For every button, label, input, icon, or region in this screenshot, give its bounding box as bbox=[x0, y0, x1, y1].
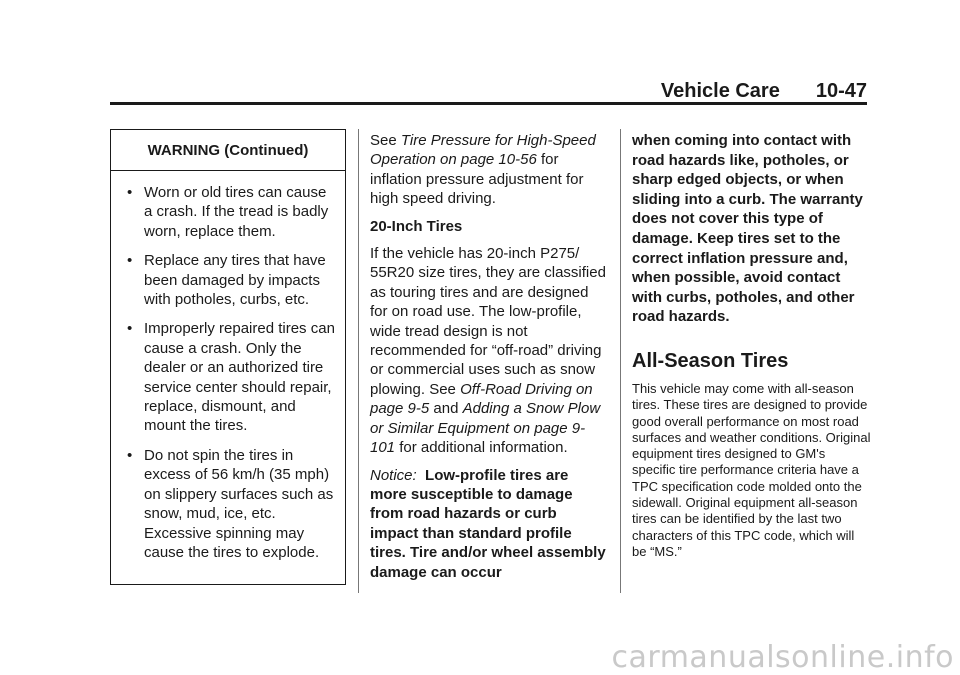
section-heading: All-Season Tires bbox=[632, 349, 789, 372]
warning-title: WARNING (Continued) bbox=[111, 130, 345, 171]
notice-paragraph bbox=[370, 466, 608, 582]
middle-column bbox=[370, 131, 608, 590]
warning-list bbox=[111, 171, 345, 562]
section-title: Vehicle Care bbox=[660, 80, 780, 102]
right-column bbox=[632, 131, 872, 560]
bullet-icon: • bbox=[127, 184, 133, 201]
header-rule bbox=[110, 102, 867, 105]
page-header bbox=[110, 80, 867, 103]
notice-label: Notice: bbox=[370, 466, 417, 484]
cross-reference-link[interactable]: Adding a Snow Plow or Similar Equipment on page 9-101 bbox=[370, 400, 601, 457]
cross-reference-link[interactable]: Off-Road Driving on page 9-5 bbox=[370, 380, 593, 418]
paragraph: If the vehicle has 20-inch P275/ 55R20 size tires, they are classified as touring tires and are designed for on road use. The low-profile, wide tread design is not recommended for “off-road” driving or commercial uses such as snow plowing. See Off-Road Driving on page 9-5 and Adding a Snow Plow or Similar Equipment on page 9-101 for additional information. bbox=[370, 245, 606, 457]
warning-item: • Improperly repaired tires can cause a crash. Only the dealer or an authorized tire service center should repair, replace, dismount, and mount the tires. bbox=[127, 320, 335, 435]
watermark: carmanualsonline.info bbox=[611, 640, 954, 675]
notice-text: Low-profile tires are more susceptible to damage from road hazards or curb impact than standard profile tires. Tire and/or wheel assembly damage can occur bbox=[370, 466, 606, 581]
paragraph: See Tire Pressure for High-Speed Operation on page 10-56 for inflation pressure adjustment for high speed driving. bbox=[370, 132, 596, 208]
notice-continued: when coming into contact with road hazards like, potholes, or sharp edged objects, or when sliding into a curb. The warranty does not cover this type of damage. Keep tires set to the correct inflation pressure and, when possible, avoid contact with curbs, potholes, and other road hazards. bbox=[632, 132, 863, 326]
body-text: This vehicle may come with all-season tires. These tires are designed to provide good overall performance on most road surfaces and weather conditions. Original equipment tires designed to GM's specific tire performance criteria have a TPC specification code molded onto the sidewall. Original equipment all-season tires can be identified by the last two characters of this TPC code, which will be “MS.” bbox=[632, 380, 871, 559]
warning-item: • Do not spin the tires in excess of 56 km/h (35 mph) on slippery surfaces such as snow, mud, ice, etc. Excessive spinning may cause the tires to explode. bbox=[127, 446, 334, 561]
cross-reference-link[interactable]: Tire Pressure for High-Speed Operation on page 10-56 bbox=[370, 132, 596, 169]
bullet-icon: • bbox=[127, 320, 133, 338]
warning-item: • Worn or old tires can cause a crash. If the tread is badly worn, replace them. bbox=[127, 184, 329, 240]
bullet-icon: • bbox=[127, 446, 133, 464]
column-divider-1 bbox=[358, 129, 359, 593]
warning-item: • Replace any tires that have been damaged by impacts with potholes, curbs, etc. bbox=[127, 252, 326, 309]
page-number: 10-47 bbox=[815, 80, 867, 102]
subheading: 20-Inch Tires bbox=[370, 217, 463, 235]
bullet-icon: • bbox=[127, 252, 133, 270]
column-divider-2 bbox=[620, 129, 621, 593]
warning-box bbox=[110, 129, 346, 585]
